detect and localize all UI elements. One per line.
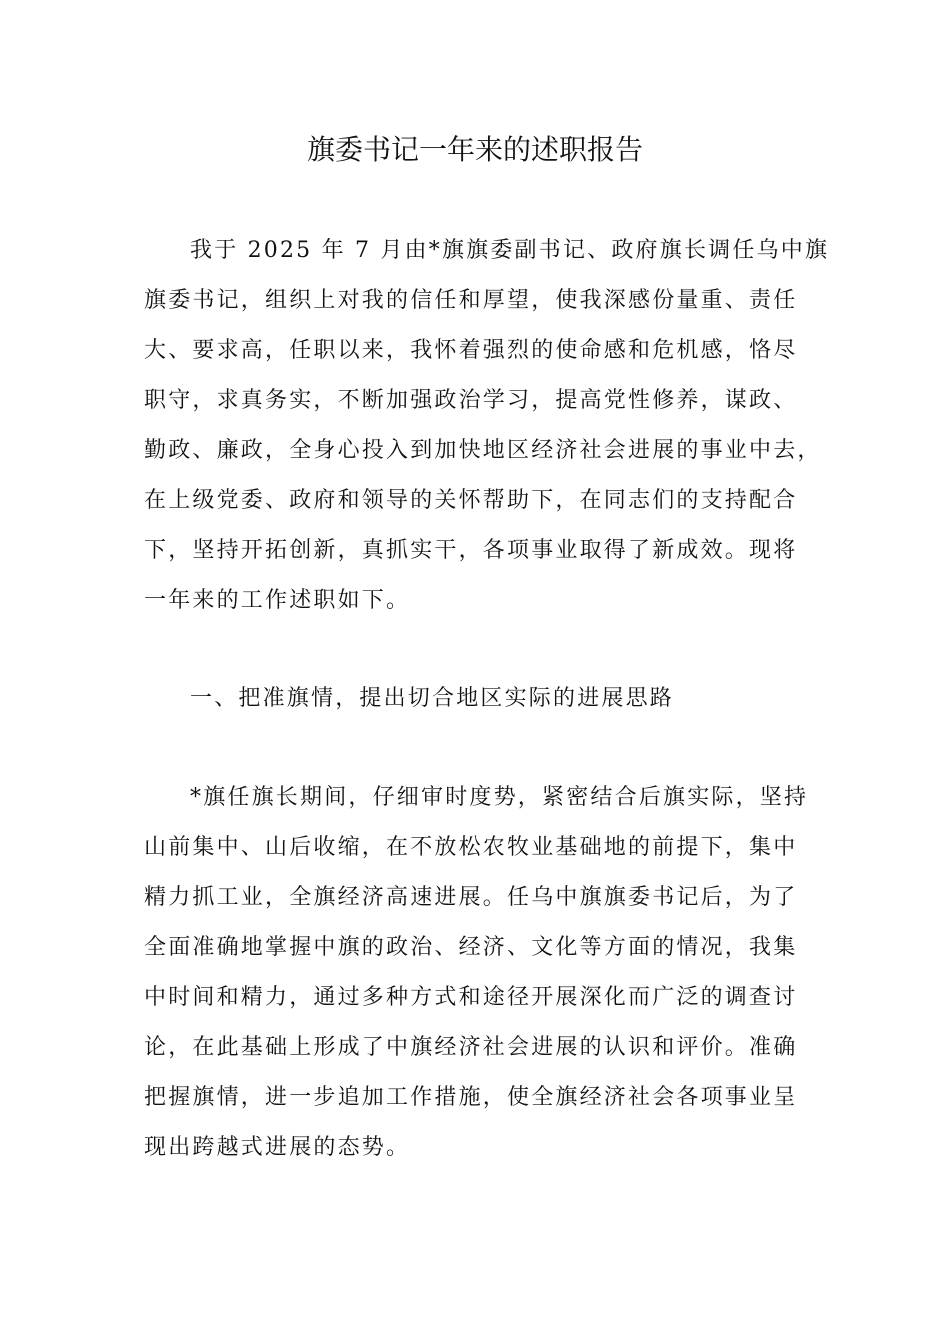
paragraph-line: 一年来的工作述职如下。 (144, 588, 411, 613)
paragraph-line: 中时间和精力，通过多种方式和途径开展深化而广泛的调查讨 (144, 985, 798, 1010)
paragraph-line: 论，在此基础上形成了中旗经济社会进展的认识和评价。准确 (144, 1035, 798, 1060)
paragraph-line: 职守，求真务实，不断加强政治学习，提高党性修养，谋政、 (144, 388, 798, 413)
paragraph-line: 在上级党委、政府和领导的关怀帮助下，在同志们的支持配合 (144, 488, 798, 513)
paragraph-line: 全面准确地掌握中旗的政治、经济、文化等方面的情况，我集 (144, 935, 798, 960)
paragraph-line: 大、要求高，任职以来，我怀着强烈的使命感和危机感，恪尽 (144, 338, 798, 363)
paragraph-line: 勤政、廉政，全身心投入到加快地区经济社会进展的事业中去， (144, 438, 822, 463)
paragraph-line: *旗任旗长期间，仔细审时度势，紧密结合后旗实际，坚持 (190, 785, 809, 810)
paragraph-line: 精力抓工业，全旗经济高速进展。任乌中旗旗委书记后，为了 (144, 885, 798, 910)
section-heading (144, 674, 824, 724)
document-title: 旗委书记一年来的述职报告 (306, 133, 643, 166)
paragraph-line: 我于 2025 年 7 月由*旗旗委副书记、政府旗长调任乌中旗 (190, 238, 830, 263)
paragraph-intro (144, 226, 830, 626)
paragraph-section1 (144, 773, 824, 1173)
paragraph-line: 下，坚持开拓创新，真抓实干，各项事业取得了新成效。现将 (144, 538, 798, 563)
section-heading-text: 一、把准旗情，提出切合地区实际的进展思路 (190, 686, 675, 711)
paragraph-line: 旗委书记，组织上对我的信任和厚望，使我深感份量重、责任 (144, 288, 798, 313)
paragraph-line: 山前集中、山后收缩，在不放松农牧业基础地的前提下，集中 (144, 835, 798, 860)
paragraph-line: 把握旗情，进一步追加工作措施，使全旗经济社会各项事业呈 (144, 1085, 798, 1110)
paragraph-line: 现出跨越式进展的态势。 (144, 1135, 411, 1160)
